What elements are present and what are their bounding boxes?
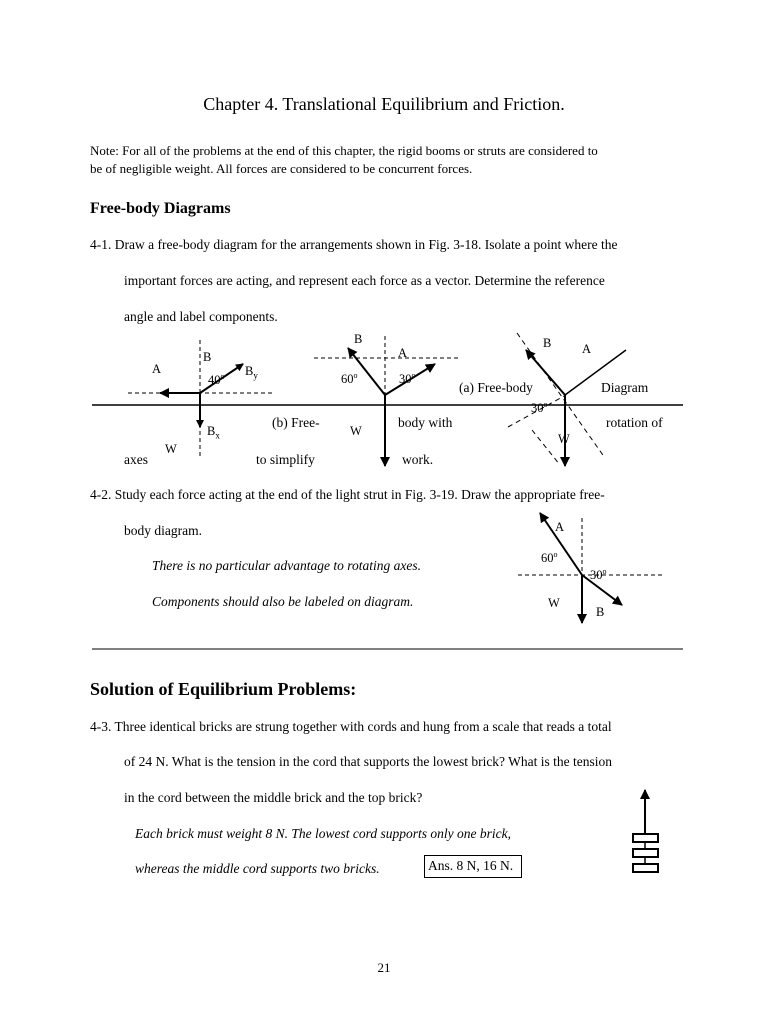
caption-work: work.	[402, 452, 434, 467]
f42-label-w: W	[548, 596, 560, 610]
section-heading-equilibrium: Solution of Equilibrium Problems:	[90, 679, 357, 699]
d1-angle: 40$^o$	[208, 372, 225, 388]
d1-label-by: $B_y$	[245, 364, 258, 381]
note-line-1: Note: For all of the problems at the end of this chapter, the rigid booms or struts are considered to	[90, 143, 598, 158]
d2-angle-left: 60$^o$	[341, 371, 358, 387]
caption-rotation-of: rotation of	[606, 415, 663, 430]
brick-top	[633, 834, 658, 842]
f42-label-b: B	[596, 605, 605, 619]
problem-4-3-line-2: of 24 N. What is the tension in the cord that supports the lowest brick? What is the tension	[124, 754, 613, 769]
d2-label-b: B	[354, 332, 363, 346]
problem-4-3-line-3: in the cord between the middle brick and the top brick?	[124, 790, 423, 805]
problem-4-2-italic-1: There is no particular advantage to rotating axes.	[152, 558, 421, 573]
brick-middle	[633, 849, 658, 857]
d3-label-w: W	[558, 432, 570, 446]
problem-4-3-italic-2: whereas the middle cord supports two bricks.	[135, 861, 380, 876]
problem-4-2-line-2: body diagram.	[124, 523, 202, 538]
problem-4-2-line-1: 4-2. Study each force acting at the end of the light strut in Fig. 3-19. Draw the appropriate free-	[90, 487, 605, 502]
chapter-title: Chapter 4. Translational Equilibrium and Friction.	[203, 94, 565, 114]
note-line-2: be of negligible weight. All forces are considered to be concurrent forces.	[90, 161, 473, 176]
problem-4-1-line-1: 4-1. Draw a free-body diagram for the arrangements shown in Fig. 3-18. Isolate a point where the	[90, 237, 618, 252]
figure-4-3-bricks	[633, 790, 658, 872]
caption-axes: axes	[124, 452, 148, 467]
d2-label-a: A	[398, 346, 408, 360]
page-number: 21	[377, 960, 391, 975]
problem-4-3-line-1: 4-3. Three identical bricks are strung together with cords and hung from a scale that reads a total	[90, 719, 612, 734]
f42-angle-right: 30$^o$	[590, 567, 607, 583]
d2-label-w: W	[350, 424, 362, 438]
d3-label-b: B	[543, 336, 552, 350]
f42-angle-top: 60$^o$	[541, 550, 558, 566]
caption-diagram: Diagram	[601, 380, 649, 395]
answer-box: Ans. 8 N, 16 N.	[424, 855, 522, 878]
problem-4-1-line-3: angle and label components.	[124, 309, 278, 324]
brick-bottom	[633, 864, 658, 872]
f42-label-a: A	[555, 520, 565, 534]
d3-label-a: A	[582, 342, 592, 356]
d3-angle: 30$^o$	[531, 400, 548, 416]
diagram-2	[314, 336, 458, 466]
section-heading-free-body: Free-body Diagrams	[90, 200, 231, 217]
problem-4-2-italic-2: Components should also be labeled on diagram.	[152, 594, 414, 609]
d1-label-a: A	[152, 362, 162, 376]
d2-angle-right: 30$^o$	[399, 371, 416, 387]
caption-a-free-body: (a) Free-body	[459, 380, 533, 395]
d1-label-b: B	[203, 350, 212, 364]
caption-body-with: body with	[398, 415, 453, 430]
problem-4-1-line-2: important forces are acting, and represent each force as a vector. Determine the reference	[124, 273, 605, 288]
d1-label-bx: $B_x$	[207, 424, 220, 441]
d1-label-w: W	[165, 442, 177, 456]
caption-to-simplify: to simplify	[256, 452, 315, 467]
problem-4-3-italic-1: Each brick must weight 8 N. The lowest cord supports only one brick,	[135, 826, 511, 841]
caption-b-free: (b) Free-	[272, 415, 320, 430]
diagram-1	[128, 340, 272, 458]
